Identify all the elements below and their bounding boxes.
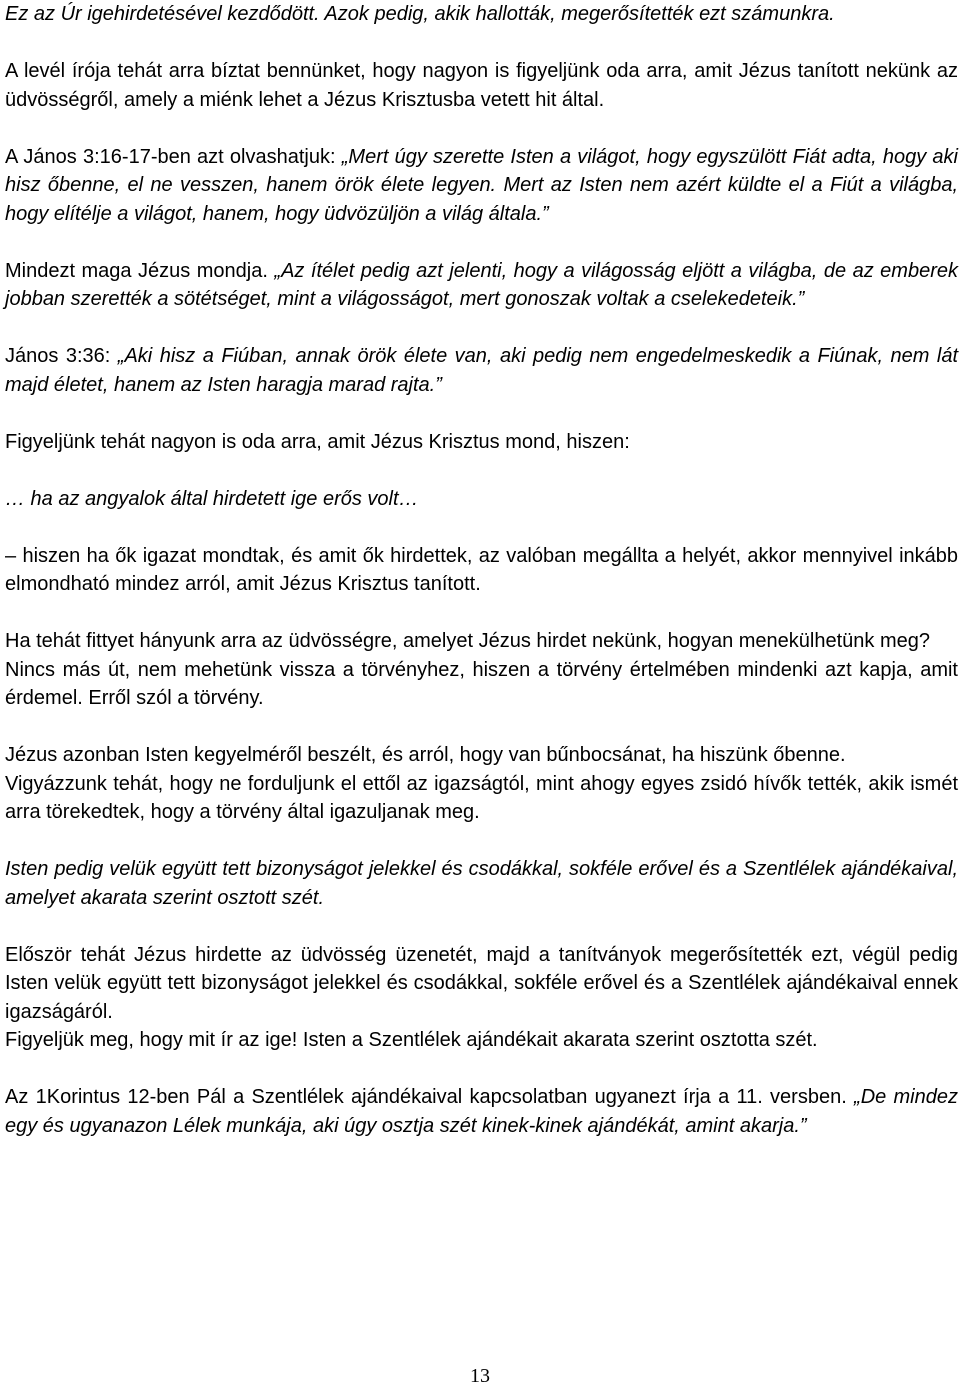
paragraph-6 xyxy=(5,428,958,457)
paragraph-6-text: Figyeljünk tehát nagyon is oda arra, amit Jézus Krisztus mond, hiszen: xyxy=(5,430,630,453)
paragraph-8-text: – hiszen ha ők igazat mondtak, és amit ők hirdettek, az valóban megállta a helyét, akkor mennyivel inkább elmondható mindez arról, amit Jézus Krisztus tanított. xyxy=(5,544,958,595)
paragraph-5-quote: „Aki hisz a Fiúban, annak örök élete van, aki pedig nem engedelmeskedik a Fiúnak, nem lát majd életet, hanem az Isten haragja marad rajta.” xyxy=(5,345,959,396)
paragraph-12-text: Vigyázzunk tehát, hogy ne forduljunk el ettől az igazságtól, mint ahogy egyes zsidó hívők tették, akik ismét arra törekedtek, hogy a törvény által igazuljanak meg. xyxy=(5,772,958,823)
paragraph-14 xyxy=(5,941,958,1027)
paragraph-16-intro: Az 1Korintus 12-ben Pál a Szentlélek ajándékaival kapcsolatban ugyanezt írja a 11. versben. xyxy=(5,1086,855,1108)
paragraph-15-text: Figyeljük meg, hogy mit ír az ige! Isten a Szentlélek ajándékait akarata szerint osztotta szét. xyxy=(5,1029,818,1051)
paragraph-14-text: Először tehát Jézus hirdette az üdvösség üzenetét, majd a tanítványok megerősítették ezt, végül pedig Isten velük együtt tett bizonyságot jelekkel és csodákkal, sokféle erővel és a Szentlélek ajándékaival ennek igazságáról. xyxy=(5,943,958,1023)
paragraph-7 xyxy=(5,485,958,514)
paragraph-11 xyxy=(5,741,958,770)
paragraph-4 xyxy=(5,257,958,314)
paragraph-3-quote: „Mert úgy szerette Isten a világot, hogy egyszülött Fiát adta, hogy aki hisz őbenne, el ne vesszen, hanem örök élete legyen. Mert az Isten nem azért küldte el a Fiút a világba, hogy elítélje a világot, hanem, hogy üdvözüljön a világ általa.” xyxy=(5,145,958,225)
paragraph-1-text: Ez az Úr igehirdetésével kezdődött. Azok pedig, akik hallották, megerősítették ezt számunkra. xyxy=(5,3,835,25)
paragraph-9 xyxy=(5,627,958,656)
paragraph-7-text: … ha az angyalok által hirdetett ige erős volt… xyxy=(5,487,419,510)
paragraph-13 xyxy=(5,855,958,912)
paragraph-5 xyxy=(5,342,958,399)
paragraph-4-intro: Mindezt maga Jézus mondja. xyxy=(5,259,275,282)
paragraph-2 xyxy=(5,57,958,114)
paragraph-13-text: Isten pedig velük együtt tett bizonyságot jelekkel és csodákkal, sokféle erővel és a Szentlélek ajándékaival, amelyet akarata szerint osztott szét. xyxy=(5,858,958,909)
paragraph-4-quote: „Az ítélet pedig azt jelenti, hogy a világosság eljött a világba, de az emberek jobban szerették a sötétséget, mint a világosságot, mert gonoszak voltak a cselekedeteik.” xyxy=(5,259,958,310)
paragraph-3 xyxy=(5,143,958,229)
paragraph-3-intro: A János 3:16-17-ben azt olvashatjuk: xyxy=(5,145,342,168)
paragraph-11-text: Jézus azonban Isten kegyelméről beszélt, és arról, hogy van bűnbocsánat, ha hiszünk őbenne. xyxy=(5,744,846,766)
paragraph-1 xyxy=(5,0,958,29)
paragraph-5-intro: János 3:36: xyxy=(5,345,118,367)
paragraph-10 xyxy=(5,656,958,713)
paragraph-15 xyxy=(5,1026,958,1055)
paragraph-12 xyxy=(5,770,958,827)
paragraph-16 xyxy=(5,1083,958,1140)
paragraph-9-text: Ha tehát fittyet hányunk arra az üdvösségre, amelyet Jézus hirdet nekünk, hogyan menekülhetünk meg? xyxy=(5,630,930,652)
paragraph-2-text: A levél írója tehát arra bíztat bennünket, hogy nagyon is figyeljünk oda arra, amit Jézus tanított nekünk az üdvösségről, amely a miénk lehet a Jézus Krisztusba vetett hit által. xyxy=(5,60,958,111)
document-page xyxy=(5,0,958,1140)
paragraph-16-quote: „De mindez egy és ugyanazon Lélek munkája, aki úgy osztja szét kinek-kinek ajándékát, amint akarja.” xyxy=(5,1086,958,1137)
paragraph-10-text: Nincs más út, nem mehetünk vissza a törvényhez, hiszen a törvény értelmében mindenki azt kapja, amit érdemel. Erről szól a törvény. xyxy=(5,658,958,709)
page-number: 13 xyxy=(470,1365,490,1387)
paragraph-8 xyxy=(5,542,958,599)
